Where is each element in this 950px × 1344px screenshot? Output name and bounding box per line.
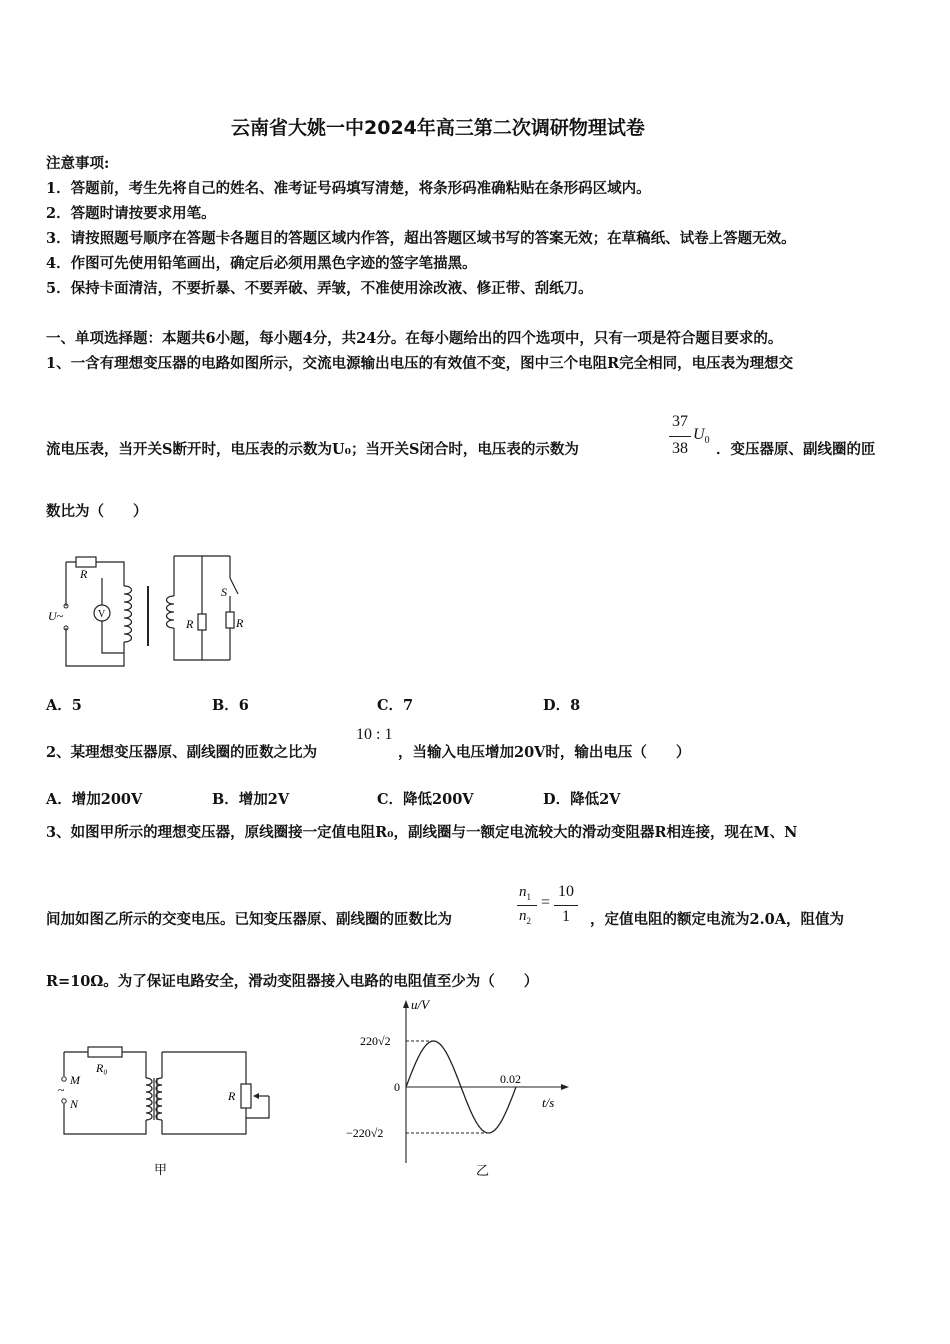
q1-label-r-right: R — [236, 616, 244, 630]
q3-label-n: N — [70, 1097, 79, 1111]
q3-line1: 3、如图甲所示的理想变压器，原线圈接一定值电阻R₀，副线圈与一额定电流较大的滑动变阻器R相连接，现在M、N — [46, 824, 798, 841]
q1-switch — [230, 578, 238, 594]
q1-fraction-denominator: 38 — [672, 440, 688, 457]
q1-fraction-variable — [693, 426, 710, 446]
q2-option-c[interactable]: C．降低200V — [377, 791, 474, 808]
q3-line3: R=10Ω。为了保证电路安全，滑动变阻器接入电路的电阻值至少为（ ） — [46, 973, 539, 990]
q2-option-d[interactable]: D．降低2V — [543, 791, 621, 808]
q3-n1-letter: n — [519, 884, 527, 900]
q1-circuit-diagram — [44, 548, 264, 672]
q1-option-b[interactable]: B．6 — [212, 697, 249, 714]
q1-label-source: U~ — [48, 609, 64, 623]
chart-ymin-label: −220√2 — [346, 1126, 384, 1140]
chart-ylabel: u/V — [411, 997, 430, 1012]
q3-caption-jia: 甲 — [154, 1162, 168, 1177]
q3-figure-jia — [50, 1038, 290, 1183]
q1-option-a[interactable]: A．5 — [46, 697, 82, 714]
notice-item: 2．答题时请按要求用笔。 — [46, 205, 216, 222]
q3-rheostat — [241, 1084, 251, 1108]
q1-secondary-coil — [167, 596, 175, 628]
q3-n1 — [519, 884, 531, 902]
q2-option-a[interactable]: A．增加200V — [46, 791, 143, 808]
notice-heading: 注意事项: — [46, 155, 110, 172]
q3-ratio-bar — [554, 905, 578, 906]
q1-var-sub: 0 — [704, 435, 710, 447]
chart-period-label: 0.02 — [500, 1072, 521, 1086]
q2-text-a: 2、某理想变压器原、副线圈的匝数之比为 — [46, 744, 318, 761]
notice-item: 1．答题前，考生先将自己的姓名、准考证号码填写清楚，将条形码准确粘贴在条形码区域内。 — [46, 180, 651, 197]
q3-label-r: R — [228, 1089, 236, 1103]
q3-equals: = — [541, 894, 551, 911]
q3-n2-sub: 2 — [526, 916, 531, 926]
q3-label-tilde: ~ — [58, 1083, 65, 1097]
q3-primary-coil — [146, 1078, 152, 1120]
q1-line3: 数比为（ ） — [46, 503, 148, 520]
q1-primary-coil — [124, 586, 132, 642]
q1-resistor-mid — [198, 614, 206, 630]
q1-fraction-bar — [669, 436, 691, 437]
notice-item: 3．请按照题号顺序在答题卡各题目的答题区域内作答，超出答题区域书写的答案无效；在草稿纸、试卷上答题无效。 — [46, 230, 796, 247]
q1-line1: 1、一含有理想变压器的电路如图所示，交流电源输出电压的有效值不变，图中三个电阻R完全相同，电压表为理想交 — [46, 355, 794, 372]
q1-label-switch: S — [221, 585, 227, 599]
q1-resistor-right — [226, 612, 234, 628]
q1-option-d[interactable]: D．8 — [543, 697, 581, 714]
chart-y-arrow — [403, 1000, 409, 1008]
q3-n2 — [519, 908, 531, 926]
q3-line2b: ，定值电阻的额定电流为2.0A，阻值为 — [590, 911, 844, 928]
q2-ratio: 10 : 1 — [356, 726, 393, 743]
chart-caption-yi: 乙 — [476, 1163, 490, 1178]
q3-label-m: M — [70, 1073, 80, 1087]
q3-ratio-denominator: 1 — [562, 908, 570, 925]
q1-label-voltmeter: V — [98, 609, 106, 620]
q3-n2-letter: n — [519, 908, 527, 924]
q3-n-fraction-bar — [517, 905, 537, 906]
q1-label-r-top: R — [80, 567, 88, 581]
q3-ratio-numerator: 10 — [558, 883, 574, 900]
q1-option-c[interactable]: C．7 — [377, 697, 414, 714]
q1-label-r-mid: R — [186, 617, 194, 631]
q2-text-b: ，当输入电压增加20V时，输出电压（ ） — [398, 744, 691, 761]
q3-n1-sub: 1 — [526, 892, 531, 902]
q1-line2a: 流电压表，当开关S断开时，电压表的示数为U₀；当开关S闭合时，电压表的示数为 — [46, 441, 579, 458]
notice-item: 4．作图可先使用铅笔画出，确定后必须用黑色字迹的签字笔描黑。 — [46, 255, 477, 272]
notice-item: 5．保持卡面清洁，不要折暴、不要弄破、弄皱，不准使用涂改液、修正带、刮纸刀。 — [46, 280, 593, 297]
chart-x-arrow — [561, 1084, 569, 1090]
chart-ymax-label: 220√2 — [360, 1034, 391, 1048]
q1-fraction-numerator: 37 — [672, 413, 688, 430]
q1-line2b: ．变压器原、副线圈的匝 — [716, 441, 876, 458]
q3-line2a: 间加如图乙所示的交变电压。已知变压器原、副线圈的匝数比为 — [46, 911, 452, 928]
q1-var-u: U — [693, 426, 705, 443]
chart-xlabel: t/s — [542, 1095, 555, 1110]
q2-option-b[interactable]: B．增加2V — [212, 791, 290, 808]
q1-resistor-top — [76, 557, 96, 567]
page-title: 云南省大姚一中2024年高三第二次调研物理试卷 — [231, 117, 645, 139]
q3-label-r0: R₀ — [96, 1061, 108, 1075]
q3-figure-yi-chart — [340, 995, 580, 1185]
section-heading: 一、单项选择题：本题共6小题，每小题4分，共24分。在每小题给出的四个选项中，只有一项是符合题目要求的。 — [46, 330, 783, 347]
q3-resistor-r0 — [88, 1047, 122, 1057]
chart-origin-label: 0 — [394, 1080, 400, 1094]
